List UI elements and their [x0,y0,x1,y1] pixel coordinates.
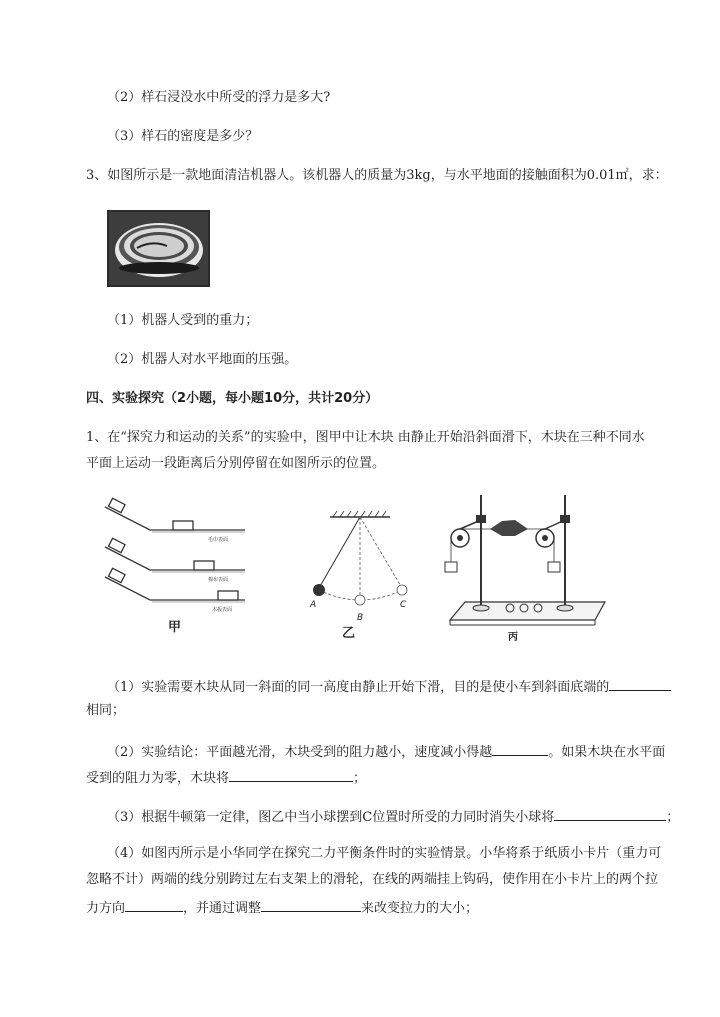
point-a-label: A [310,600,317,610]
p1-line1 [107,676,671,697]
p4-answer-blank-1[interactable] [125,897,183,912]
surface3-label: 木板表面 [212,607,233,613]
p3-answer-blank[interactable] [554,806,666,821]
p2-line1-text-a: （2）实验结论：平面越光滑，木块受到的阻力越小，速度减小得越 [107,745,493,760]
p1-line2: 相同； [86,703,126,718]
exp1-stem-line2: 平面上运动一段距离后分别停留在如图所示的位置。 [86,456,386,471]
section4-title: 四、实验探究（2小题，每小题10分，共计20分） [86,391,379,406]
p4-line3-text-b: ，并通过调整 [183,901,262,916]
p2-line2-text-a: 受到的阻力为零，木块将 [86,771,230,786]
surface1-label: 毛巾表面 [208,537,229,543]
figure-yi [300,505,430,645]
p3-line1-text-a: （3）根据牛顿第一定律，图乙中当小球摆到C位置时所受的力同时消失小球将 [107,810,555,825]
point-b-label: B [357,613,364,623]
p3-line1-text-b: ； [666,810,680,825]
p2-line2 [86,767,366,788]
figure-jia [100,495,260,645]
p2-line1 [107,741,665,762]
p2-answer-blank-1[interactable] [492,741,548,756]
p4-line3-text-a: 力方向 [86,901,126,916]
p3-line1 [107,806,679,827]
p4-line3-text-c: 来改变拉力的大小； [361,901,479,916]
bing-label: 丙 [508,632,518,643]
p4-line1: （4）如图丙所示是小华同学在探究二力平衡条件时的实验情景。小华将系于纸质小卡片（重力可 [107,846,662,861]
exp1-stem-line1: 1、在“探究力和运动的关系”的实验中，图甲中让木块 由静止开始沿斜面滑下，木块在三种不同水 [86,430,645,445]
q3-part1: （1）机器人受到的重力； [107,313,259,328]
robot-cleaner-image [107,210,210,287]
yi-label: 乙 [342,626,356,641]
p4-answer-blank-2[interactable] [261,897,361,912]
point-c-label: C [400,600,407,610]
p1-answer-blank[interactable] [609,676,671,691]
q3-part2: （2）机器人对水平地面的压强。 [107,352,298,367]
q2-part3: （3）样石的密度是多少？ [107,129,259,144]
q3-stem: 3、如图所示是一款地面清洁机器人。该机器人的质量为3kg，与水平地面的接触面积为0.01㎡，求： [86,168,668,183]
p2-answer-blank-2[interactable] [229,767,353,782]
p2-line2-text-b: ； [353,771,367,786]
p2-line1-text-b: 。如果木块在水平面 [548,745,666,760]
q2-part2: （2）样石浸没水中所受的浮力是多大? [107,90,331,105]
p4-line2: 忽略不计）两端的线分别跨过左右支架上的滑轮，在线的两端挂上钩码，使作用在小卡片上的两个拉 [86,872,659,887]
figure-bing [440,490,610,645]
surface2-label: 棉布表面 [208,577,229,583]
p1-line1-text: （1）实验需要木块从同一斜面的同一高度由静止开始下滑，目的是使小车到斜面底端的 [107,680,610,695]
p4-line3 [86,897,478,918]
jia-label: 甲 [168,620,182,635]
